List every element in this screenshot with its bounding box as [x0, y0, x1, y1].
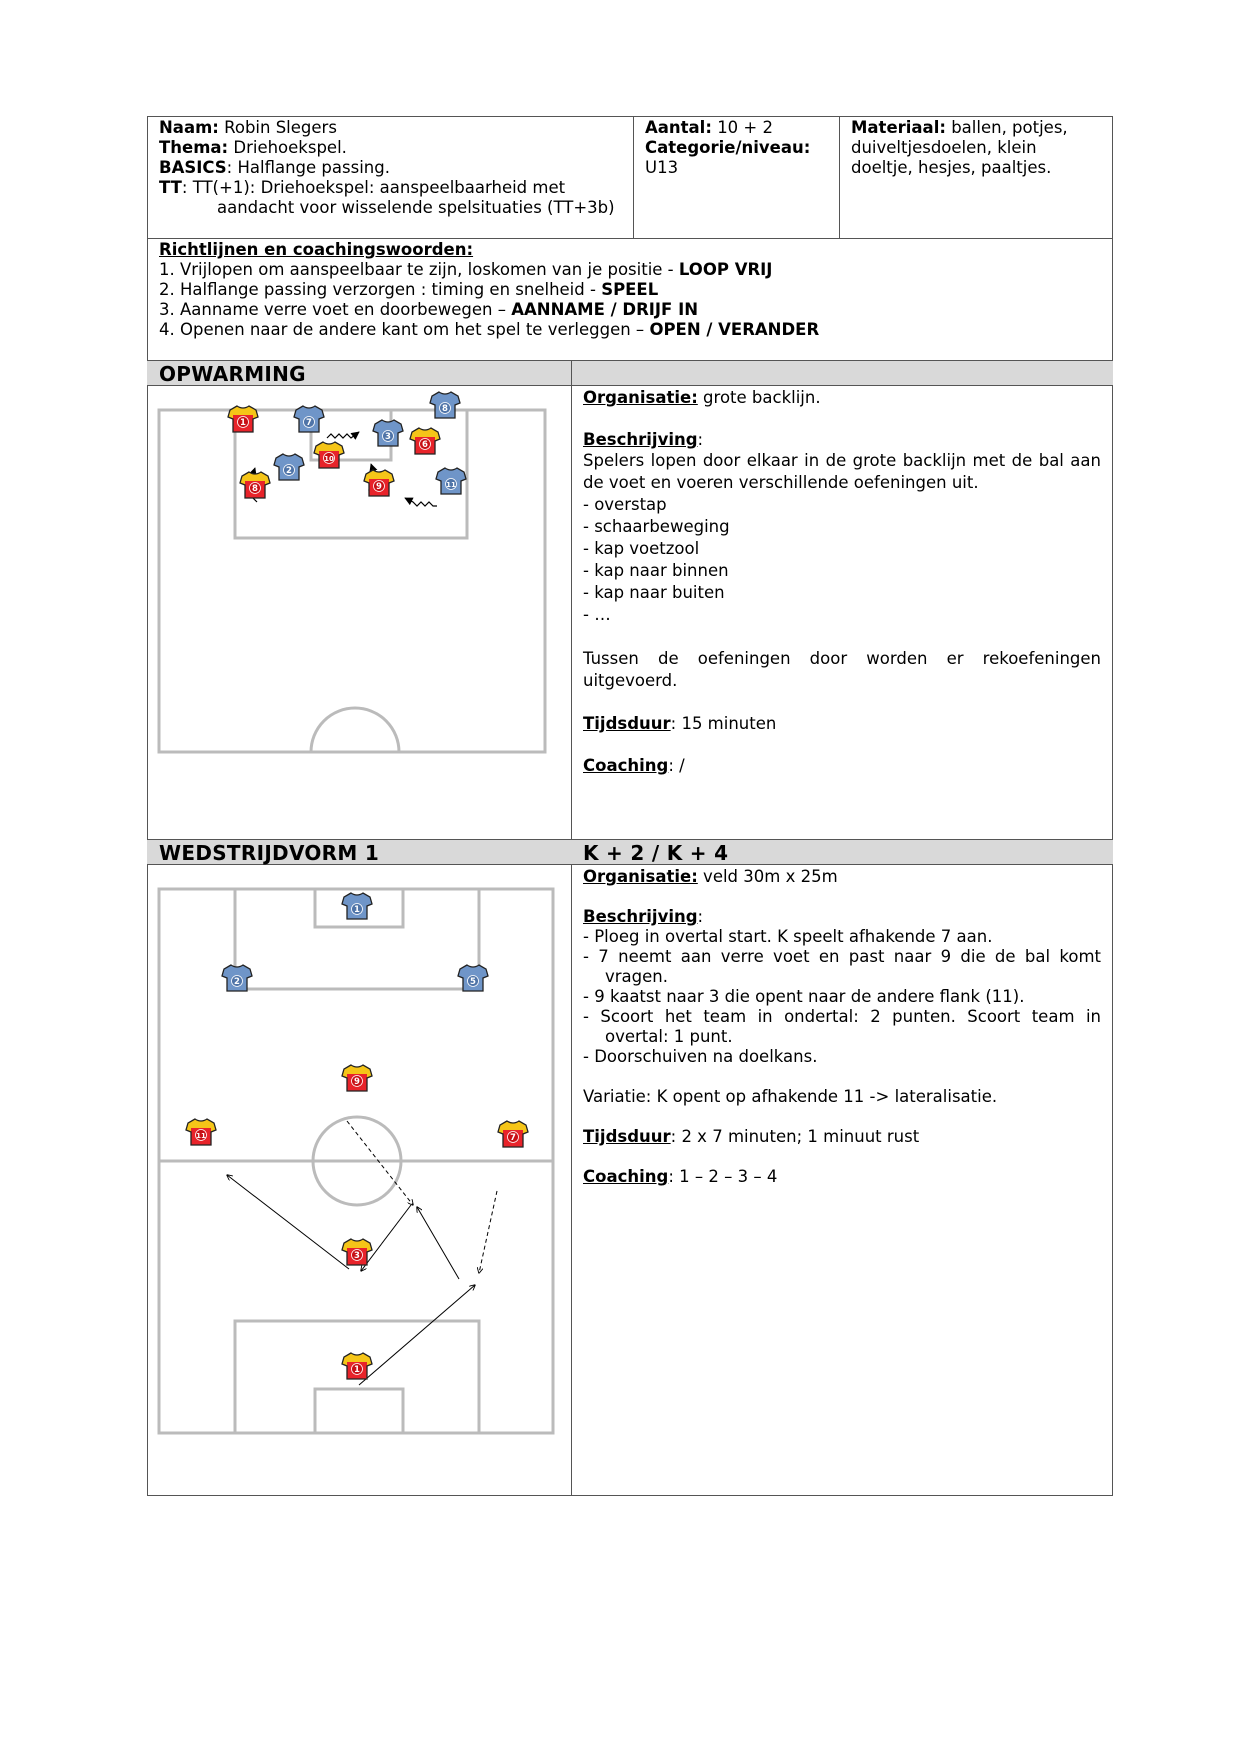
player-jersey-icon	[314, 442, 344, 468]
tt-label: TT	[159, 178, 182, 197]
beschrijving-label: Beschrijving	[583, 430, 698, 449]
list-item: - overstap	[583, 495, 667, 514]
aantal-label: Aantal:	[645, 118, 712, 137]
header-aantal-cell	[633, 116, 839, 180]
richtlijn-item: 3. Aanname verre voet en doorbewegen – AANNAME / DRIJF IN	[159, 300, 699, 319]
list-item: - 7 neemt aan verre voet en past naar 9 die de bal komt vragen.	[583, 947, 1101, 986]
player-number: 6	[422, 440, 428, 450]
player-jersey-icon	[373, 420, 403, 446]
tijdsduur-label: Tijdsduur	[583, 714, 671, 733]
categorie-value: U13	[645, 158, 679, 177]
list-item: - kap naar binnen	[583, 561, 729, 580]
player-number: 9	[354, 1077, 360, 1087]
list-item: - Ploeg in overtal start. K speelt afhakende 7 aan.	[583, 927, 993, 946]
list-item: - …	[583, 605, 611, 624]
player-jersey-icon	[364, 470, 394, 496]
richtlijn-item: 2. Halflange passing verzorgen : timing en snelheid - SPEEL	[159, 280, 659, 299]
list-item: - Doorschuiven na doelkans.	[583, 1047, 818, 1066]
basics-label: BASICS	[159, 158, 227, 177]
categorie-label: Categorie/niveau:	[645, 138, 811, 157]
aantal-value: 10 + 2	[717, 118, 773, 137]
naam-label: Naam:	[159, 118, 219, 137]
header-materiaal-cell	[839, 116, 1113, 180]
list-item: - 9 kaatst naar 3 die opent naar de andere flank (11).	[583, 987, 1025, 1006]
player-jersey-icon	[342, 1239, 372, 1265]
thema-label: Thema:	[159, 138, 229, 157]
tijdsduur-value: : 2 x 7 minuten; 1 minuut rust	[670, 1127, 920, 1146]
organisatie-label: Organisatie:	[583, 867, 698, 886]
opwarming-diagram	[147, 386, 571, 796]
player-number: 7	[306, 418, 312, 428]
player-jersey-icon	[430, 392, 460, 418]
player-jersey-icon	[342, 893, 372, 919]
player-jersey-icon	[222, 965, 252, 991]
player-jersey-icon	[228, 406, 258, 432]
materiaal-value: ballen, potjes,	[951, 118, 1068, 137]
player-number: 2	[286, 466, 292, 476]
player-number: 2	[234, 977, 240, 987]
tijdsduur-value: : 15 minuten	[670, 714, 777, 733]
materiaal-label: Materiaal:	[851, 118, 946, 137]
list-item: - Scoort het team in ondertal: 2 punten. Scoort team in overtal: 1 punt.	[583, 1007, 1101, 1046]
player-number: 8	[442, 404, 448, 414]
list-item: - kap voetzool	[583, 539, 700, 558]
coaching-value: : /	[668, 756, 685, 775]
player-number: 9	[376, 482, 382, 492]
player-jersey-icon	[498, 1121, 528, 1147]
player-jersey-icon	[342, 1353, 372, 1379]
tt-value-cont: aandacht voor wisselende spelsituaties (TT+3b)	[217, 198, 615, 217]
tijdsduur-label: Tijdsduur	[583, 1127, 671, 1146]
basics-value: : Halflange passing.	[226, 158, 390, 177]
player-jersey-icon	[410, 428, 440, 454]
player-number: 11	[196, 1132, 206, 1140]
player-number: 1	[240, 418, 246, 428]
beschrijving-label: Beschrijving	[583, 907, 698, 926]
tussen-text: Tussen de oefeningen door worden er rekoefeningen uitgevoerd.	[583, 649, 1101, 690]
player-jersey-icon	[240, 472, 270, 498]
exercise-list	[583, 494, 1101, 626]
list-item: - schaarbeweging	[583, 517, 730, 536]
opwarming-header	[147, 360, 1113, 386]
materiaal-value-cont: duiveltjesdoelen, klein	[851, 138, 1037, 157]
organisatie-label: Organisatie:	[583, 388, 698, 407]
list-item: - kap naar buiten	[583, 583, 725, 602]
header-info-cell	[147, 116, 633, 220]
player-number: 1	[354, 1365, 360, 1375]
richtlijn-item: 4. Openen naar de andere kant om het spel te verleggen – OPEN / VERANDER	[159, 320, 820, 339]
richtlijn-item: 1. Vrijlopen om aanspeelbaar te zijn, loskomen van je positie - LOOP VRIJ	[159, 260, 773, 279]
coaching-label: Coaching	[583, 1167, 669, 1186]
wedstrijdvorm-text: Organisatie: veld 30m x 25m Beschrijving: - Ploeg in overtal start. K speelt afhakende 7 aan. - 7 neemt aan verre voet en past naar 9 die de bal komt vragen. - 9 kaatst naar 3 die opent naar de andere flank (11). - Scoort het team in ondertal: 2 punten. Scoort team in overtal: 1 punt. - Doorschuiven na doelkans. Variatie: K opent op afhakende 11 -> lateralisatie. Tijdsduur: 2 x 7 minuten; 1 minuut rust Coaching: 1 – 2 – 3 – 4	[583, 867, 1101, 1186]
player-number: 7	[510, 1133, 516, 1143]
tt-value: : TT(+1): Driehoekspel: aanspeelbaarheid met	[181, 178, 566, 197]
player-number: 1	[354, 905, 360, 915]
organisatie-value: veld 30m x 25m	[697, 867, 838, 886]
player-number: 3	[354, 1251, 360, 1261]
player-jersey-icon	[294, 406, 324, 432]
wedstrijdvorm-diagram	[147, 865, 571, 1465]
richtlijnen-title: Richtlijnen en coachingswoorden:	[159, 240, 474, 259]
player-number: 11	[446, 481, 456, 489]
wedstrijdvorm-subtitle: K + 2 / K + 4	[583, 841, 729, 865]
player-jersey-icon	[274, 454, 304, 480]
materiaal-value-cont: doeltje, hesjes, paaltjes.	[851, 158, 1052, 177]
wedstrijdvorm-header	[147, 839, 1113, 865]
player-number: 8	[252, 484, 258, 494]
player-jersey-icon	[458, 965, 488, 991]
opwarming-text: Organisatie: grote backlijn. Beschrijving: Spelers lopen door elkaar in de grote backlijn met de bal aan de voet en voeren verschillende oefeningen uit. - overstap - schaarbeweging - kap voetzool - kap naar binnen - kap naar buiten - … Tussen de oefeningen door worden er rekoefeningen uitgevoerd. Tijdsduur: 15 minuten Coaching: /	[583, 388, 1101, 775]
opwarming-title: OPWARMING	[159, 362, 306, 386]
player-number: 10	[324, 455, 334, 463]
coaching-value: : 1 – 2 – 3 – 4	[668, 1167, 778, 1186]
player-number: 3	[385, 432, 391, 442]
player-jersey-icon	[342, 1065, 372, 1091]
player-number: 5	[470, 977, 476, 987]
thema-value: Driehoekspel.	[233, 138, 347, 157]
player-jersey-icon	[186, 1119, 216, 1145]
richtlijnen-section	[147, 238, 1113, 342]
beschrijving-value: Spelers lopen door elkaar in de grote backlijn met de bal aan de voet en voeren verschillende oefeningen uit.	[583, 451, 1101, 492]
coaching-label: Coaching	[583, 756, 669, 775]
player-jersey-icon	[436, 468, 466, 494]
organisatie-value: grote backlijn.	[697, 388, 821, 407]
variatie-text: Variatie: K opent op afhakende 11 -> lateralisatie.	[583, 1087, 998, 1106]
naam-value: Robin Slegers	[224, 118, 337, 137]
wedstrijdvorm-title: WEDSTRIJDVORM 1	[159, 841, 380, 865]
